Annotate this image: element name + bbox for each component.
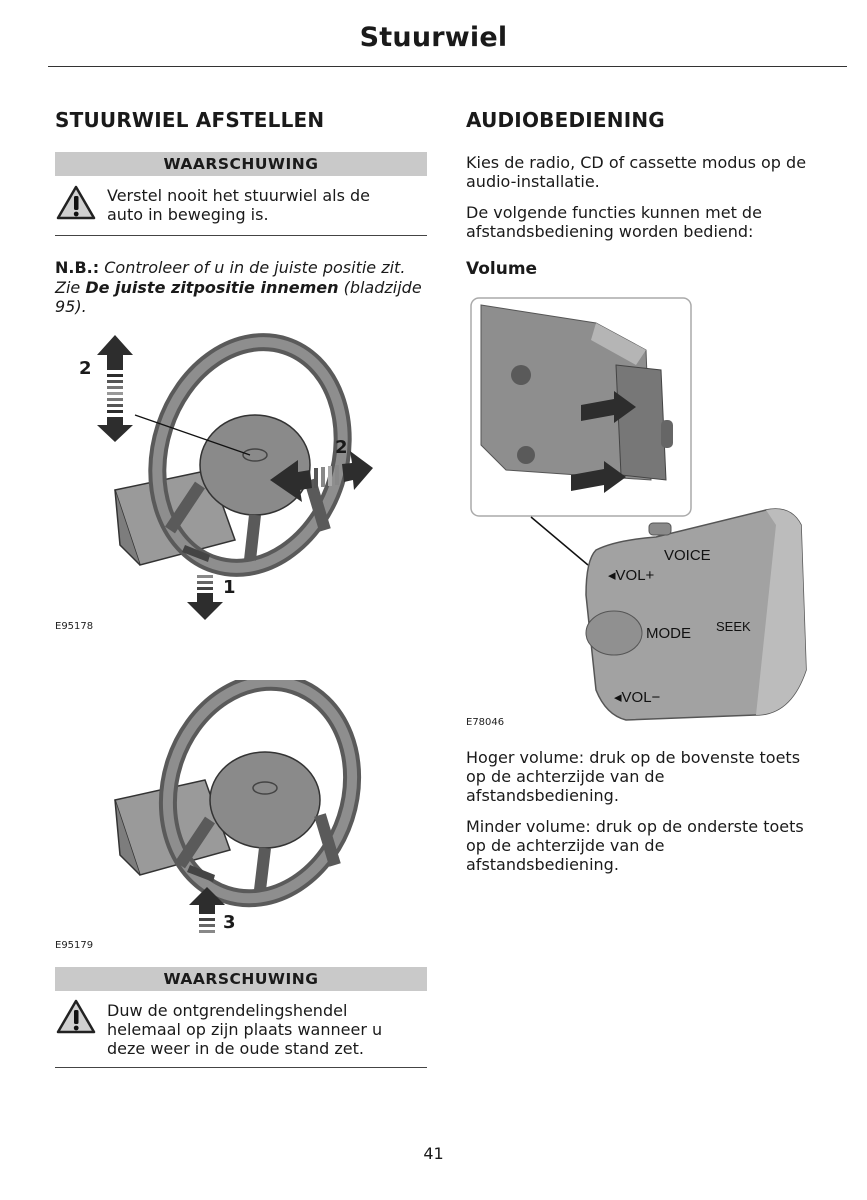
figure-code-2: E95179 <box>55 940 94 951</box>
warning-banner-2: WAARSCHUWING <box>55 967 427 991</box>
note-line3 <box>55 297 87 316</box>
callout-2-horizontal: 2 <box>335 437 348 458</box>
warning-text-2-line1: Duw de ontgrendelingshendel <box>107 1001 348 1020</box>
warning-triangle-icon <box>55 184 97 222</box>
note-prefix: N.B.: <box>55 258 100 277</box>
vertical-adjust-arrow-icon <box>97 335 133 442</box>
audio-para1-line2: audio-installatie. <box>466 172 600 191</box>
vol-plus-label: ◂VOL+ <box>608 567 655 584</box>
callout-1-lever: 1 <box>223 577 236 598</box>
audio-para2-line1: De volgende functies kunnen met de <box>466 203 762 222</box>
page-number: 41 <box>423 1144 444 1163</box>
audio-para2-line2: afstandsbediening worden bediend: <box>466 222 754 241</box>
leader-line <box>531 517 588 565</box>
section-title-audio-controls: AUDIOBEDIENING <box>466 108 665 132</box>
note-page-number: 95). <box>55 297 87 316</box>
volume-up-line2: op de achterzijde van de <box>466 767 665 786</box>
mode-label: MODE <box>646 625 691 642</box>
callout-2-vertical: 2 <box>79 358 92 379</box>
note-line1 <box>55 258 405 277</box>
audio-para1-line1: Kies de radio, CD of cassette modus op de <box>466 153 807 172</box>
figure-code-remote: E78046 <box>466 717 505 728</box>
note-line2 <box>55 278 422 297</box>
warning-text-2-line3: deze weer in de oude stand zet. <box>107 1039 364 1058</box>
volume-down-line1: Minder volume: druk op de onderste toets <box>466 817 804 836</box>
volume-down-line2: op de achterzijde van de <box>466 836 665 855</box>
lever-down-arrow-icon <box>187 575 223 620</box>
figure-code-1: E95178 <box>55 621 94 632</box>
warning-text-1-line1: Verstel nooit het stuurwiel als de <box>107 186 371 205</box>
seek-label: SEEK <box>716 619 751 634</box>
page-header-title: Stuurwiel <box>359 22 508 53</box>
warning-banner-1: WAARSCHUWING <box>55 152 427 176</box>
section-title-steering-adjust: STUURWIEL AFSTELLEN <box>55 108 325 132</box>
steering-wheel-lock-illustration <box>110 680 370 940</box>
note-crossref-link[interactable]: De juiste zitpositie innemen <box>85 278 339 297</box>
volume-up-line1: Hoger volume: druk op de bovenste toets <box>466 748 801 767</box>
vol-minus-label: ◂VOL− <box>614 689 661 706</box>
voice-button <box>649 523 671 535</box>
callout-3-lever: 3 <box>223 912 236 933</box>
note-see: Zie <box>55 278 81 297</box>
warning-text-2-line2: helemaal op zijn plaats wanneer u <box>107 1020 383 1039</box>
voice-label: VOICE <box>664 547 711 564</box>
warning-triangle-icon <box>55 998 97 1036</box>
subsection-title-volume: Volume <box>466 259 538 279</box>
note-page-ref: (bladzijde <box>343 278 422 297</box>
warning-divider-2 <box>55 1067 427 1068</box>
steering-wheel-hub <box>210 752 320 848</box>
mode-button <box>586 611 642 655</box>
audio-remote-illustration <box>466 295 826 725</box>
warning-text-1-line2: auto in beweging is. <box>107 205 269 224</box>
volume-up-line3: afstandsbediening. <box>466 786 619 805</box>
warning-divider-1 <box>55 235 427 236</box>
note-text-line1: Controleer of u in de juiste positie zit. <box>104 258 406 277</box>
header-divider <box>48 66 847 67</box>
volume-down-line3: afstandsbediening. <box>466 855 619 874</box>
